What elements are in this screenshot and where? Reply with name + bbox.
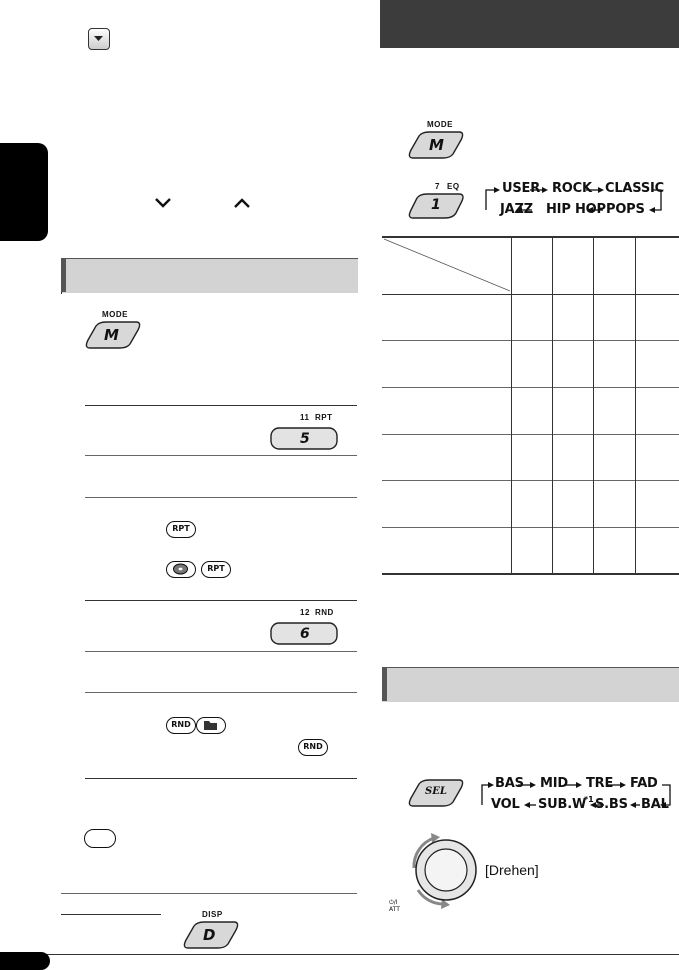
- disc-indicator: [166, 561, 196, 578]
- rule-8: [61, 893, 357, 894]
- rpt-indicator: [166, 521, 196, 538]
- oval-button[interactable]: [84, 829, 116, 848]
- table-col-rule-1: [511, 237, 512, 574]
- mode-button-right[interactable]: [405, 120, 467, 162]
- rpt-indicator-text: RPT: [172, 524, 190, 533]
- chevron-down-icon: [153, 196, 173, 210]
- repeat-label: RPT: [315, 413, 333, 422]
- repeat-key: 5: [300, 431, 310, 447]
- folder-indicator: [196, 717, 226, 734]
- folder-icon: [197, 718, 224, 732]
- left-column-rule: [61, 292, 62, 294]
- mode-key: M: [429, 136, 444, 154]
- table-header-diagonal: [382, 237, 512, 293]
- sound-vol: VOL: [491, 797, 520, 812]
- mode-key: M: [104, 326, 119, 344]
- rule-5: [85, 651, 357, 652]
- power-label-top: ⏻/I: [389, 899, 398, 906]
- rule-2: [85, 455, 357, 456]
- triangle-down-icon: [89, 29, 108, 48]
- sound-fad: FAD: [630, 776, 658, 791]
- display-key: D: [203, 926, 216, 944]
- bottom-rule: [0, 954, 679, 955]
- eq-key: 1: [431, 197, 441, 213]
- eq-user: USER: [502, 181, 541, 196]
- down-arrow-button[interactable]: [88, 28, 110, 50]
- eq-pops: POPS: [606, 202, 645, 217]
- sound-subw: SUB.W: [538, 797, 587, 812]
- mode-label: MODE: [102, 310, 128, 319]
- table-col-rule-3: [593, 237, 594, 574]
- eq-classic: CLASSIC: [605, 181, 665, 196]
- power-label-bottom: ATT: [389, 906, 400, 913]
- display-label: DISP: [202, 910, 223, 919]
- repeat-button[interactable]: [270, 413, 340, 453]
- sound-bal: BAL: [641, 797, 669, 812]
- rule-6: [85, 692, 357, 693]
- disc-icon: [167, 562, 194, 576]
- table-col-rule-2: [552, 237, 553, 574]
- left-section-bar: [61, 258, 358, 293]
- rule-4: [85, 600, 357, 601]
- right-section-bar-marker: [382, 667, 387, 701]
- dial-caption: [Drehen]: [485, 862, 539, 878]
- random-number: 12: [300, 608, 310, 617]
- left-section-bar-marker: [61, 258, 66, 292]
- sound-tre: TRE: [586, 776, 614, 791]
- rnd-indicator-2-text: RND: [303, 742, 323, 751]
- right-section-bar: [382, 667, 679, 702]
- eq-number: 7: [435, 182, 440, 191]
- page-number-pill: [0, 952, 50, 970]
- rule-9: [61, 914, 161, 915]
- rnd-indicator-2: [298, 739, 328, 756]
- select-key: SEL: [425, 786, 447, 797]
- rule-7: [85, 778, 357, 779]
- rule-3: [85, 497, 357, 498]
- rotary-dial[interactable]: [404, 828, 484, 910]
- eq-rock: ROCK: [552, 181, 592, 196]
- rpt-indicator-2-text: RPT: [207, 564, 225, 573]
- rnd-indicator-text: RND: [171, 720, 191, 729]
- display-button[interactable]: [180, 910, 242, 952]
- rpt-indicator-2: [201, 561, 231, 578]
- right-header-block: [380, 0, 679, 48]
- random-key: 6: [300, 626, 310, 642]
- dial-knob-icon: [404, 828, 484, 910]
- eq-button[interactable]: [405, 180, 467, 220]
- select-button[interactable]: [405, 778, 467, 812]
- language-side-tab: [0, 143, 48, 241]
- repeat-number: 11: [300, 413, 310, 422]
- sound-sbs: S.BS: [595, 797, 628, 812]
- eq-jazz: JAZZ: [500, 202, 533, 217]
- rule-1: [85, 405, 357, 406]
- sound-mid: MID: [540, 776, 568, 791]
- eq-hiphop: HIP HOP: [546, 202, 606, 217]
- rnd-indicator: [166, 717, 196, 734]
- chevron-up-icon: [232, 196, 252, 210]
- random-button[interactable]: [270, 608, 340, 648]
- mode-label: MODE: [427, 120, 453, 129]
- mode-button-left[interactable]: [82, 310, 144, 352]
- sound-bas: BAS: [495, 776, 524, 791]
- table-col-rule-4: [635, 237, 636, 574]
- eq-label: EQ: [447, 182, 460, 191]
- random-label: RND: [315, 608, 334, 617]
- sound-subw-footnote: *1: [584, 795, 594, 804]
